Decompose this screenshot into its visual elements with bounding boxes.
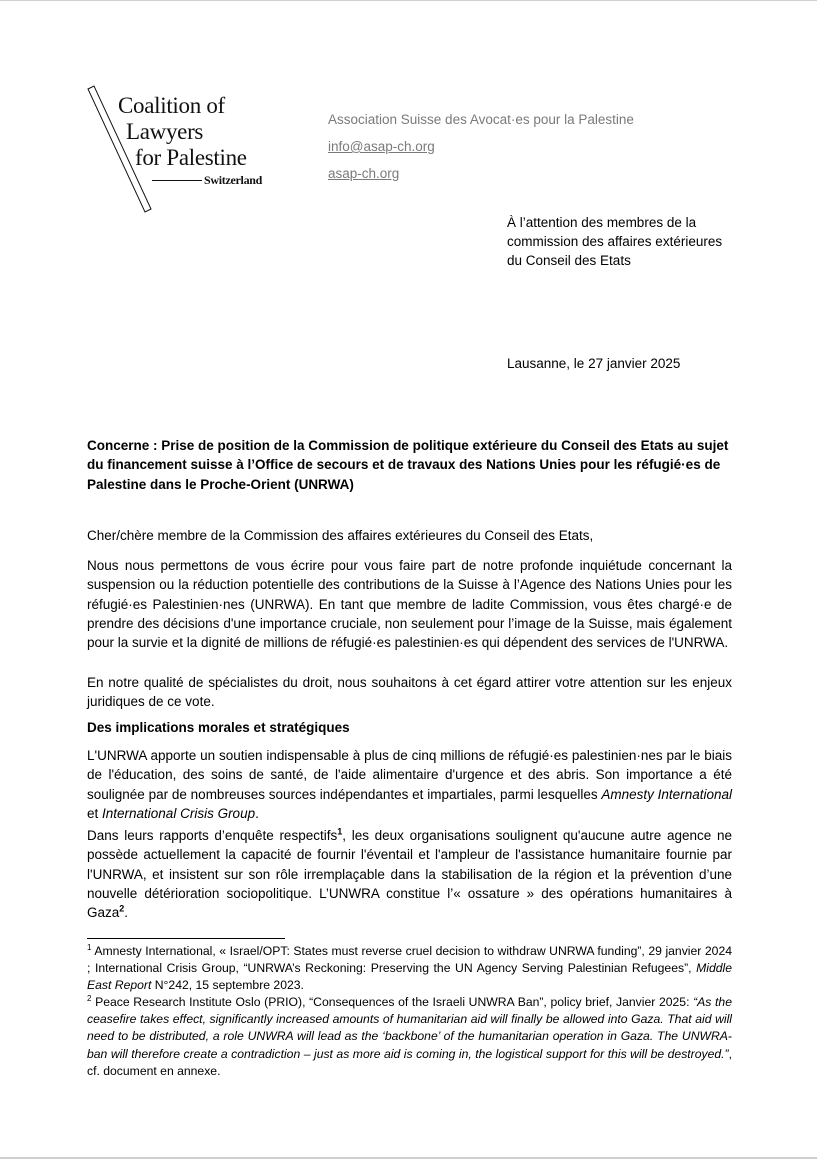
paragraph-3 — [87, 746, 732, 823]
footnote-1-text: Amnesty International, « Israel/OPT: States must reverse cruel decision to withdraw UNRWA funding”, 29 janvier 2024 ; International Crisis Group, “UNRWA’s Reckoning: Preserving the UN Agency Serving Palestinian Refugees”, — [87, 944, 732, 976]
recipient-block — [507, 213, 722, 270]
footnote-2-number: 2 — [87, 993, 92, 1003]
paragraph-4 — [87, 826, 732, 922]
logo-subtitle — [152, 173, 262, 187]
footnote-2-text: Peace Research Institute Oslo (PRIO), “Consequences of the Israeli UNWRA Ban”, policy brief, Janvier 2025: — [91, 995, 694, 1009]
paragraph-3-conjunction: et — [87, 805, 103, 821]
recipient-line-2: commission des affaires extérieures — [507, 234, 723, 249]
sender-website-link[interactable]: asap-ch.org — [328, 166, 400, 181]
paragraph-3-text: L'UNRWA apporte un soutien indispensable à plus de cinq millions de réfugié·es palestinien·nes par le biais de l'éducation, des soins de santé, de l'aide alimentaire d'urgence et des abris. Son importance a été soulignée par de nombreuses sources indépendantes et impartiales, parmi lesquelles — [87, 748, 732, 802]
sender-name: Association Suisse des Avocat·es pour la Palestine — [328, 112, 634, 127]
logo-country: Switzerland — [204, 173, 263, 187]
footnote-1-number: 1 — [87, 942, 92, 952]
footnote-2-quote: “As the ceasefire takes effect, significantly increased amounts of humanitarian aid will finally be allowed into Gaza. That aid will need to be distributed, a role UNWRA will lead as the ‘backbone’ of the humanitarian operation in Gaza. The UNWRA-ban will therefore create a contradiction – just as more aid is coming in, the logistical support for this will be destroyed.” — [87, 995, 732, 1061]
logo-line-2: Lawyers — [126, 119, 204, 144]
recipient-line-3: du Conseil des Etats — [507, 253, 631, 268]
footnote-1 — [87, 943, 732, 995]
logo-dash — [152, 180, 202, 181]
sender-email-link[interactable]: info@asap-ch.org — [328, 139, 435, 154]
page-top-border — [0, 0, 817, 1]
organization-logo — [86, 85, 286, 215]
letter-subject: Concerne : Prise de position de la Commission de politique extérieure du Conseil des Etats au sujet du financement suisse à l’Office de secours et de travaux des Nations Unies pour les réfugié·es de Palestine dans le Proche-Orient (UNRWA) — [87, 438, 729, 492]
footnote-ref-1[interactable]: 1 — [337, 826, 343, 837]
footnote-2-end: , cf. document en annexe. — [87, 1046, 732, 1078]
footnote-1-end: N°242, 15 septembre 2023. — [151, 978, 304, 993]
letter-date: Lausanne, le 27 janvier 2025 — [507, 356, 681, 371]
amnesty-reference: Amnesty International — [601, 786, 732, 802]
paragraph-1: Nous nous permettons de vous écrire pour vous faire part de notre profonde inquiétude concernant la suspension ou la réduction potentielle des contributions de la Suisse à l’Agence des Nations Unies pour les réfugié·es Palestinien·nes (UNRWA). En tant que membre de ladite Commission, vous êtes chargé·e de prendre des décisions d'une importance cruciale, non seulement pour l’image de la Suisse, mais également pour la survie et la dignité de millions de réfugié·es palestinien·es qui dépendent des services de l'UNRWA. — [87, 558, 732, 651]
icg-reference: International Crisis Group — [102, 805, 256, 821]
paragraph-2: En notre qualité de spécialistes du droit, nous souhaitons à cet égard attirer votre attention sur les enjeux juridiques de ce vote. — [87, 675, 732, 710]
footnote-2 — [87, 994, 732, 1080]
footnote-separator — [87, 938, 285, 939]
footnote-1-publication: Middle East Report — [87, 961, 732, 993]
logo-line-3: for Palestine — [135, 145, 247, 170]
recipient-line-1: À l’attention des membres de la — [507, 215, 697, 230]
footnote-ref-2[interactable]: 2 — [119, 903, 125, 914]
paragraph-4-end: . — [124, 905, 129, 921]
section-heading: Des implications morales et stratégiques — [87, 720, 350, 735]
paragraph-4-text-b: , les deux organisations soulignent qu'aucune autre agence ne possède actuellement la capacité de fournir l'éventail et l'ampleur de l'assistance humanitaire fournie par l'UNRWA, et insistent sur son rôle irremplaçable dans la stabilisation de la région et la prévention d’une nouvelle détérioration sociopolitique. L’UNWRA constitue l’« ossature » des opérations humanitaires à Gaza — [87, 828, 732, 921]
paragraph-3-end: . — [255, 805, 259, 821]
sender-block — [328, 106, 634, 187]
page-bottom-border — [0, 1157, 817, 1159]
logo-line-1: Coalition of — [118, 93, 225, 118]
salutation: Cher/chère membre de la Commission des affaires extérieures du Conseil des Etats, — [87, 528, 594, 543]
paragraph-4-text-a: Dans leurs rapports d’enquête respectifs — [87, 828, 338, 843]
